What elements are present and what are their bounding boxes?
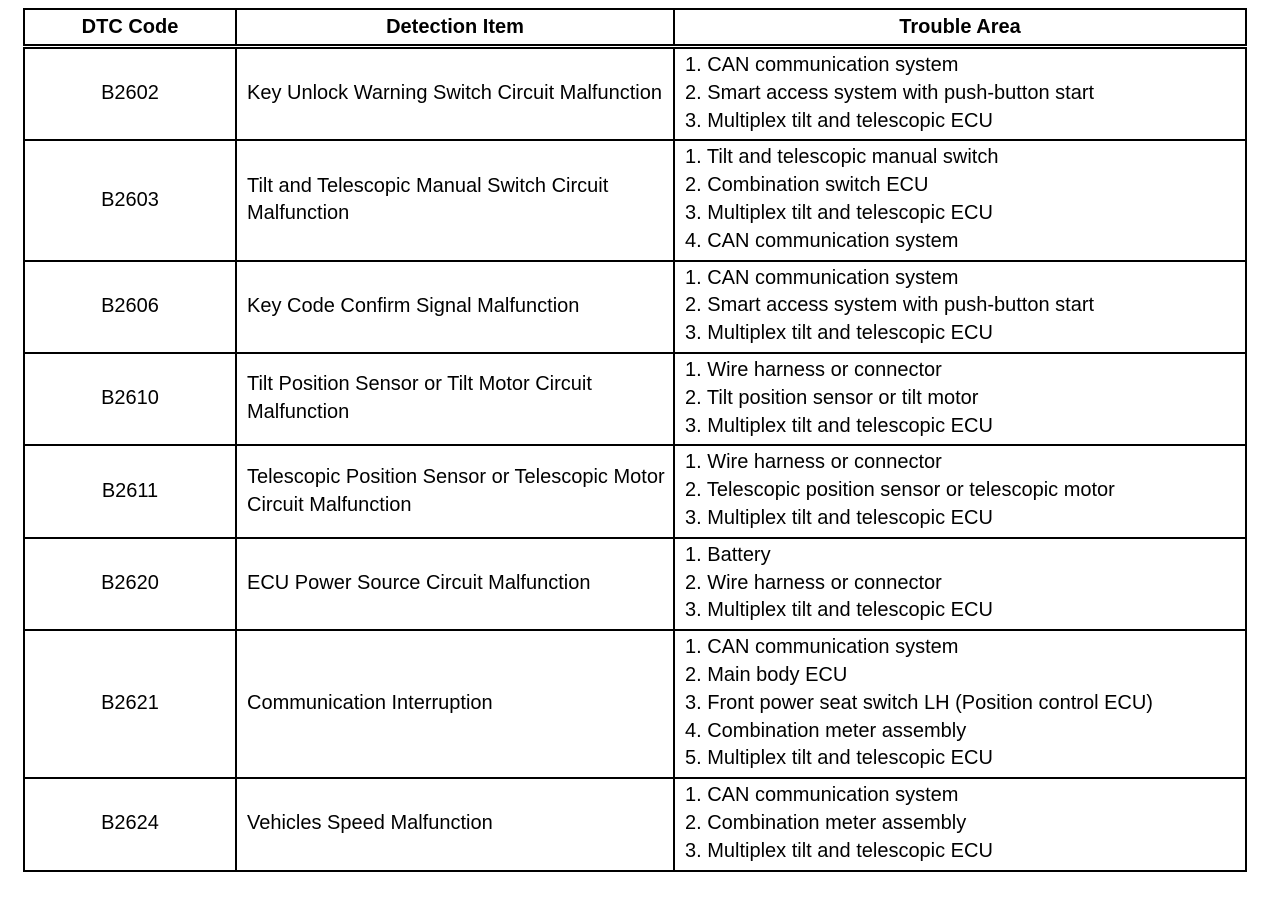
header-trouble-area: Trouble Area [674,9,1246,47]
table-row [24,538,1246,630]
trouble-area-cell [674,445,1246,537]
detection-item-cell: Tilt Position Sensor or Tilt Motor Circuit Malfunction [236,353,674,445]
dtc-code-cell: B2610 [24,353,236,445]
table-row [24,47,1246,141]
trouble-area-line: 1. CAN communication system [685,636,959,659]
trouble-area-cell [674,778,1246,870]
trouble-area-line: 4. CAN communication system [685,229,959,252]
trouble-area-line: 1. Wire harness or connector [685,358,942,381]
trouble-area-line: 5. Multiplex tilt and telescopic ECU [685,747,993,770]
table-row [24,261,1246,353]
trouble-area-line: 1. CAN communication system [685,784,959,807]
dtc-code-cell: B2606 [24,261,236,353]
detection-item-cell: Telescopic Position Sensor or Telescopic Motor Circuit Malfunction [236,445,674,537]
trouble-area-line: 2. Wire harness or connector [685,571,942,594]
table-row [24,140,1246,260]
dtc-code-cell: B2611 [24,445,236,537]
trouble-area-cell [674,47,1246,141]
detection-item-cell: ECU Power Source Circuit Malfunction [236,538,674,630]
trouble-area-line: 2. Tilt position sensor or tilt motor [685,386,979,409]
trouble-area-line: 1. Tilt and telescopic manual switch [685,146,999,169]
dtc-table [23,8,1247,872]
trouble-area-line: 3. Front power seat switch LH (Position control ECU) [685,691,1153,714]
table-row [24,445,1246,537]
table-row [24,353,1246,445]
trouble-area-cell [674,261,1246,353]
trouble-area-line: 1. Wire harness or connector [685,451,942,474]
trouble-area-line: 4. Combination meter assembly [685,719,967,742]
trouble-area-line: 1. CAN communication system [685,54,959,76]
trouble-area-line: 2. Combination switch ECU [685,174,929,197]
detection-item-cell: Vehicles Speed Malfunction [236,778,674,870]
header-row [24,9,1246,47]
trouble-area-cell [674,630,1246,778]
trouble-area-line: 3. Multiplex tilt and telescopic ECU [685,109,993,132]
trouble-area-line: 3. Multiplex tilt and telescopic ECU [685,322,993,345]
trouble-area-line: 2. Smart access system with push-button start [685,294,1095,317]
detection-item-cell: Tilt and Telescopic Manual Switch Circuit Malfunction [236,140,674,260]
header-dtc-code: DTC Code [24,9,236,47]
dtc-code-cell: B2603 [24,140,236,260]
trouble-area-line: 1. CAN communication system [685,266,959,289]
trouble-area-line: 1. Battery [685,543,771,566]
trouble-area-cell [674,353,1246,445]
detection-item-cell: Communication Interruption [236,630,674,778]
dtc-code-cell: B2621 [24,630,236,778]
trouble-area-cell [674,538,1246,630]
trouble-area-line: 2. Combination meter assembly [685,811,967,834]
trouble-area-line: 3. Multiplex tilt and telescopic ECU [685,414,993,437]
trouble-area-line: 3. Multiplex tilt and telescopic ECU [685,599,993,622]
trouble-area-line: 2. Telescopic position sensor or telescopic motor [685,479,1115,502]
trouble-area-line: 3. Multiplex tilt and telescopic ECU [685,839,993,862]
table-row [24,630,1246,778]
trouble-area-line: 3. Multiplex tilt and telescopic ECU [685,506,993,529]
dtc-code-cell: B2602 [24,47,236,141]
dtc-code-cell: B2620 [24,538,236,630]
table-row [24,778,1246,870]
trouble-area-line: 3. Multiplex tilt and telescopic ECU [685,201,993,224]
trouble-area-cell [674,140,1246,260]
header-detection-item: Detection Item [236,9,674,47]
dtc-code-cell: B2624 [24,778,236,870]
detection-item-cell: Key Unlock Warning Switch Circuit Malfunction [236,47,674,141]
trouble-area-line: 2. Main body ECU [685,663,848,686]
detection-item-cell: Key Code Confirm Signal Malfunction [236,261,674,353]
trouble-area-line: 2. Smart access system with push-button start [685,81,1095,104]
